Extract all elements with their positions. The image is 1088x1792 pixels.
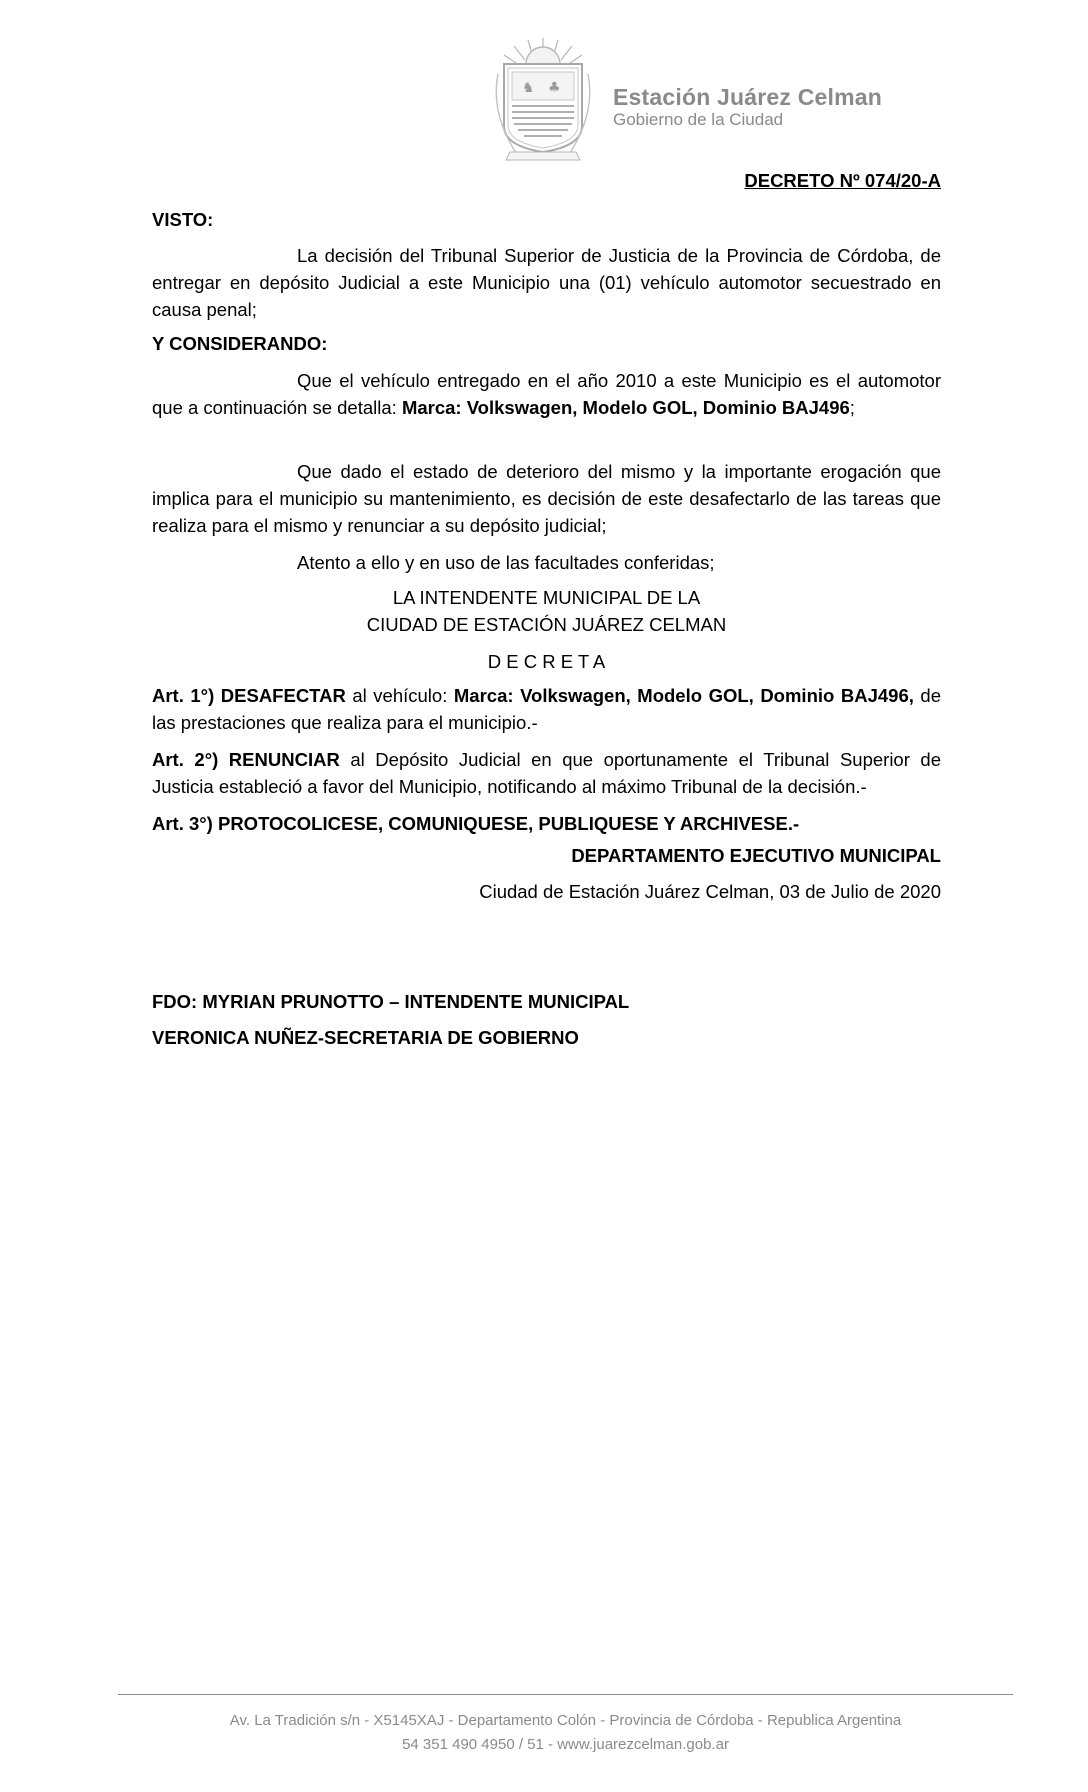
letterhead (488, 34, 888, 164)
visto-heading: VISTO: (152, 209, 214, 230)
brand-title: Estación Juárez Celman (613, 84, 883, 110)
decreta-heading: D E C R E T A (487, 651, 606, 672)
article-2-label: Art. 2°) RENUNCIAR (152, 749, 340, 770)
considerando-1-text: Que el vehículo entregado en el año 2010 a este Municipio es el automotor que a continuación se detalla: (152, 370, 941, 418)
article-2-text: al Depósito Judicial en que oportunamente el Tribunal Superior de Justicia estableció a favor del Municipio, notificando al máximo Tribunal de la decisión.- (152, 749, 941, 797)
considerando-1-end: ; (849, 397, 855, 418)
visto-paragraph: La decisión del Tribunal Superior de Justicia de la Provincia de Córdoba, de entregar en depósito Judicial a este Municipio una (01) vehículo automotor secuestrado en causa penal; (152, 245, 941, 320)
article-1-vehicle: Marca: Volkswagen, Modelo GOL, Dominio BAJ496, (453, 685, 914, 706)
svg-text:♞: ♞ (522, 80, 535, 96)
municipal-crest-icon (488, 34, 598, 164)
authority-line-2: CIUDAD DE ESTACIÓN JUÁREZ CELMAN (366, 614, 727, 635)
authority-line-1: LA INTENDENTE MUNICIPAL DE LA (392, 587, 701, 608)
article-3: Art. 3°) PROTOCOLICESE, COMUNIQUESE, PUBLIQUESE Y ARCHIVESE.- (152, 813, 800, 834)
considerando-paragraph-1 (152, 367, 941, 421)
date-line: Ciudad de Estación Juárez Celman, 03 de Julio de 2020 (479, 881, 941, 902)
footer-address: Av. La Tradición s/n - X5145XAJ - Departamento Colón - Provincia de Córdoba - Republica Argentina (229, 1712, 902, 1729)
department-name: DEPARTAMENTO EJECUTIVO MUNICIPAL (571, 845, 941, 866)
article-1-label: Art. 1°) DESAFECTAR (152, 685, 346, 706)
considerando-paragraph-2: Que dado el estado de deterioro del mismo y la importante erogación que implica para el municipio su mantenimiento, es decisión de este desafectarlo de las tareas que realiza para el mismo y renunciar a su depósito judicial; (152, 461, 941, 536)
signature-intendente: FDO: MYRIAN PRUNOTTO – INTENDENTE MUNICIPAL (152, 991, 630, 1012)
article-1-text: al vehículo: (345, 685, 454, 706)
signature-secretaria: VERONICA NUÑEZ-SECRETARIA DE GOBIERNO (152, 1027, 579, 1048)
article-2 (152, 746, 941, 800)
svg-text:♣: ♣ (548, 80, 561, 96)
article-1 (152, 682, 941, 736)
atento-line: Atento a ello y en uso de las facultades conferidas; (297, 552, 715, 573)
decree-number: DECRETO Nº 074/20-A (744, 170, 941, 191)
considerando-heading: Y CONSIDERANDO: (152, 333, 328, 354)
footer-contact: 54 351 490 4950 / 51 - www.juarezcelman.gob.ar (402, 1736, 729, 1753)
footer-divider (118, 1694, 1013, 1695)
brand-subtitle: Gobierno de la Ciudad (613, 110, 784, 129)
vehicle-details: Marca: Volkswagen, Modelo GOL, Dominio BAJ496 (401, 397, 850, 418)
article-1-end: de las prestaciones que realiza para el municipio.- (152, 685, 941, 733)
